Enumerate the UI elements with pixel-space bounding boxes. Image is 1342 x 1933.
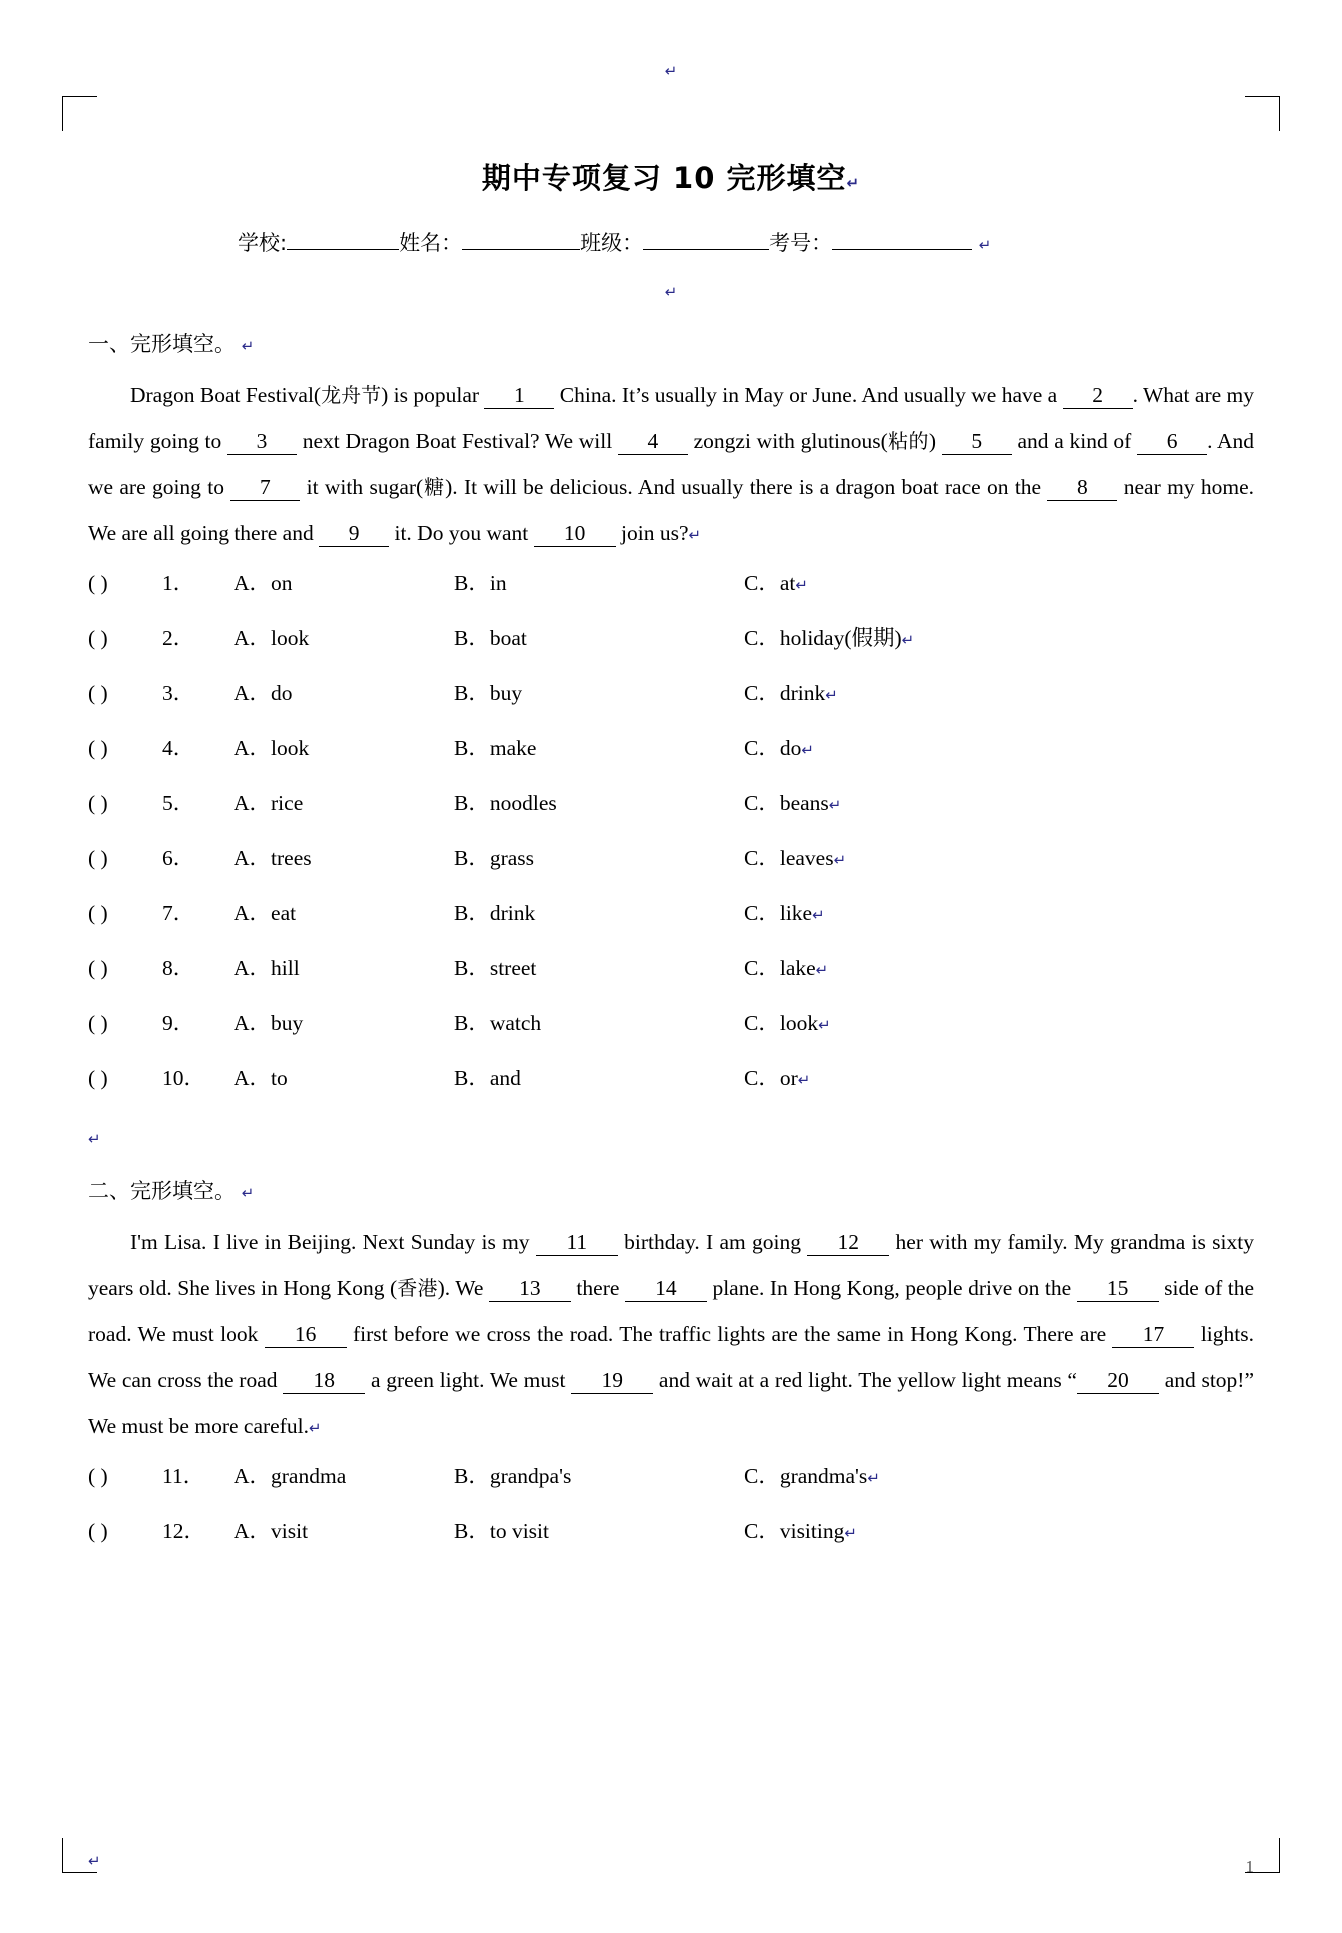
footer-paragraph-mark: ↵ (88, 1852, 101, 1870)
line-paragraph-mark: ↵ (818, 1016, 831, 1034)
option-b[interactable]: B．make (454, 736, 537, 760)
passage-text: ). It will be delicious. And usually there is a dragon boat race on the (445, 475, 1048, 499)
answer-box[interactable]: ( ) (88, 681, 108, 705)
answer-box[interactable]: ( ) (88, 1066, 108, 1090)
option-c[interactable]: C．or↵ (744, 1066, 811, 1090)
option-b[interactable]: B．drink (454, 901, 536, 925)
option-c[interactable]: C．lake↵ (744, 956, 829, 980)
question-number: 5． (162, 791, 195, 815)
passage-text: ) is popular (381, 383, 485, 407)
question-number: 11． (162, 1464, 205, 1488)
answer-blank-8[interactable]: 8 (1047, 476, 1117, 501)
passage-text: China. It’s usually in May or June. And usually we have a (554, 383, 1063, 407)
passage-text: and wait at a red light. The yellow light means “ (653, 1368, 1077, 1392)
question-number: 12． (162, 1519, 206, 1543)
line-paragraph-mark: ↵ (867, 1469, 880, 1487)
question-number: 7． (162, 901, 195, 925)
answer-blank-6[interactable]: 6 (1137, 430, 1207, 455)
line-paragraph-mark: ↵ (828, 796, 842, 814)
question-row (88, 621, 1254, 676)
section-2-passage-text (88, 1230, 1254, 1438)
passage-text: side of the road. We must look (88, 1276, 1255, 1346)
option-b[interactable]: B．grandpa's (454, 1464, 572, 1488)
passage-text: her with my family. My grandma is sixty years old. She lives in Hong Kong ( (88, 1230, 1254, 1300)
name-label: 姓名： (399, 231, 463, 255)
document-body (88, 128, 1254, 1569)
section-1-passage-paragraph-mark: ↵ (688, 526, 702, 544)
answer-box[interactable]: ( ) (88, 791, 108, 815)
section-1-passage (88, 372, 1254, 556)
option-b[interactable]: B．grass (454, 846, 535, 870)
spacer-paragraph-mark: ↵ (664, 283, 678, 301)
option-a[interactable]: A．look (234, 626, 310, 650)
option-c[interactable]: C．grandma's↵ (744, 1464, 880, 1488)
answer-box[interactable]: ( ) (88, 1464, 108, 1488)
question-row (88, 676, 1254, 731)
question-row (88, 1459, 1254, 1514)
passage-text: ). We (437, 1276, 489, 1300)
answer-blank-13[interactable]: 13 (489, 1277, 571, 1302)
passage-text: first before we cross the road. The traffic lights are the same in Hong Kong. There are (346, 1322, 1113, 1346)
option-b[interactable]: B．watch (454, 1011, 542, 1035)
passage-text: a green light. We must (365, 1368, 572, 1392)
answer-box[interactable]: ( ) (88, 1519, 108, 1543)
option-b[interactable]: B．street (454, 956, 537, 980)
answer-blank-14[interactable]: 14 (625, 1277, 707, 1302)
answer-box[interactable]: ( ) (88, 956, 108, 980)
option-a[interactable]: A．do (234, 681, 293, 705)
passage-gloss-text: 粘的 (887, 429, 929, 453)
option-b[interactable]: B．in (454, 571, 507, 595)
option-c[interactable]: C．holiday(假期)↵ (744, 626, 915, 650)
question-row (88, 951, 1254, 1006)
passage-text: zongzi with glutinous( (687, 429, 888, 453)
question-number: 2． (162, 626, 195, 650)
option-a[interactable]: A．hill (234, 956, 300, 980)
answer-blank-17[interactable]: 17 (1112, 1323, 1194, 1348)
name-field[interactable] (462, 249, 580, 250)
section-1-trailing-mark: ↵ (88, 1130, 101, 1148)
answer-blank-7[interactable]: 7 (230, 476, 300, 501)
option-c[interactable]: C．visiting↵ (744, 1519, 857, 1543)
answer-blank-16[interactable]: 16 (265, 1323, 347, 1348)
answer-blank-19[interactable]: 19 (571, 1369, 653, 1394)
section-2-paragraph-mark: ↵ (241, 1184, 255, 1202)
question-number: 6． (162, 846, 195, 870)
option-c[interactable]: C．at↵ (744, 571, 808, 595)
line-paragraph-mark: ↵ (812, 906, 825, 924)
question-row (88, 1061, 1254, 1116)
option-c[interactable]: C．do↵ (744, 736, 814, 760)
option-a[interactable]: A．look (234, 736, 310, 760)
answer-box[interactable]: ( ) (88, 736, 108, 760)
passage-text: lights. We can cross the road (88, 1322, 1254, 1392)
question-row (88, 841, 1254, 896)
option-b[interactable]: B．noodles (454, 791, 557, 815)
passage-gloss-text: 糖 (423, 475, 446, 499)
exam-number-label: 考号： (769, 231, 833, 255)
line-paragraph-mark: ↵ (901, 631, 915, 649)
answer-blank-2[interactable]: 2 (1063, 384, 1133, 409)
question-number: 1． (162, 571, 195, 595)
passage-text: ) (928, 429, 942, 453)
school-field[interactable] (287, 249, 399, 250)
answer-blank-4[interactable]: 4 (618, 430, 688, 455)
option-a[interactable]: A．eat (234, 901, 297, 925)
section-1-question-list (88, 566, 1254, 1116)
passage-text: . And we are going to (88, 429, 1255, 499)
passage-gloss-text: 龙舟节 (321, 383, 382, 407)
option-c[interactable]: C．leaves↵ (744, 846, 847, 870)
question-number: 9． (162, 1011, 195, 1035)
title-row (88, 156, 1254, 197)
question-number: 10． (162, 1066, 206, 1090)
crop-mark-top-left (62, 96, 97, 131)
answer-blank-15[interactable]: 15 (1077, 1277, 1159, 1302)
section-2-passage-paragraph-mark: ↵ (308, 1419, 322, 1437)
question-row (88, 1006, 1254, 1061)
passage-text: birthday. I am going (617, 1230, 808, 1254)
question-row (88, 731, 1254, 786)
exam-number-field[interactable] (832, 249, 972, 250)
section-1-paragraph-mark: ↵ (241, 337, 255, 355)
option-a[interactable]: A．on (234, 571, 293, 595)
question-number: 3． (162, 681, 195, 705)
option-c[interactable]: C．look↵ (744, 1011, 831, 1035)
answer-box[interactable]: ( ) (88, 1011, 108, 1035)
answer-blank-9[interactable]: 9 (319, 522, 389, 547)
passage-text: there (570, 1276, 625, 1300)
page-title: 期中专项复习 10 完形填空↵ (481, 161, 861, 195)
section-2-question-list (88, 1459, 1254, 1569)
passage-gloss-text: 香港 (397, 1276, 438, 1300)
top-paragraph-mark: ↵ (664, 62, 678, 80)
option-c[interactable]: C．beans↵ (744, 791, 842, 815)
passage-text: it. Do you want (389, 521, 534, 545)
passage-text: Dragon Boat Festival( (130, 383, 322, 407)
answer-box[interactable]: ( ) (88, 846, 108, 870)
class-field[interactable] (643, 249, 769, 250)
passage-text: . What are my family going to (88, 383, 1255, 453)
answer-blank-1[interactable]: 1 (484, 384, 554, 409)
question-row (88, 1514, 1254, 1569)
option-c[interactable]: C．like↵ (744, 901, 825, 925)
question-number: 4． (162, 736, 195, 760)
passage-text: it with sugar( (300, 475, 424, 499)
answer-blank-18[interactable]: 18 (283, 1369, 365, 1394)
line-paragraph-mark: ↵ (825, 686, 838, 704)
option-b[interactable]: B．to visit (454, 1519, 549, 1543)
passage-text: and stop!” We must be more careful. (88, 1368, 1255, 1438)
option-b[interactable]: B．boat (454, 626, 527, 650)
section-2-passage (88, 1219, 1254, 1449)
answer-blank-20[interactable]: 20 (1077, 1369, 1159, 1394)
answer-blank-3[interactable]: 3 (227, 430, 297, 455)
option-c[interactable]: C．drink↵ (744, 681, 838, 705)
class-label: 班级： (580, 231, 644, 255)
school-label: 学校: (238, 231, 288, 255)
line-paragraph-mark: ↵ (844, 1524, 857, 1542)
info-paragraph-mark: ↵ (978, 236, 992, 254)
answer-box[interactable]: ( ) (88, 571, 108, 595)
option-a[interactable]: A．rice (234, 791, 304, 815)
section-2-heading: 二、完形填空。 ↵ (88, 1179, 255, 1203)
section-1-heading: 一、完形填空。 ↵ (88, 332, 255, 356)
option-a[interactable]: A．grandma (234, 1464, 347, 1488)
title-paragraph-mark: ↵ (846, 174, 861, 192)
passage-text: plane. In Hong Kong, people drive on the (706, 1276, 1077, 1300)
page-number: 1 (1245, 1857, 1254, 1876)
option-a[interactable]: A．trees (234, 846, 312, 870)
line-paragraph-mark: ↵ (815, 961, 829, 979)
question-row (88, 566, 1254, 621)
passage-text: next Dragon Boat Festival? We will (296, 429, 618, 453)
answer-blank-11[interactable]: 11 (536, 1231, 618, 1256)
option-a[interactable]: A．buy (234, 1011, 304, 1035)
question-row (88, 896, 1254, 951)
section-1-passage-text (88, 383, 1254, 545)
answer-blank-12[interactable]: 12 (807, 1231, 889, 1256)
crop-mark-top-right (1245, 96, 1280, 131)
passage-text: join us? (615, 521, 689, 545)
line-paragraph-mark: ↵ (833, 851, 847, 869)
passage-text: near my home. We are all going there and (88, 475, 1255, 545)
question-row (88, 786, 1254, 841)
answer-blank-5[interactable]: 5 (942, 430, 1012, 455)
line-paragraph-mark: ↵ (801, 741, 814, 759)
question-number: 8． (162, 956, 195, 980)
line-paragraph-mark: ↵ (797, 1071, 811, 1089)
answer-box[interactable]: ( ) (88, 626, 108, 650)
student-info-line (88, 227, 1254, 257)
answer-box[interactable]: ( ) (88, 901, 108, 925)
option-a[interactable]: A．to (234, 1066, 288, 1090)
passage-text: I'm Lisa. I live in Beijing. Next Sunday is my (130, 1230, 536, 1254)
option-b[interactable]: B．and (454, 1066, 521, 1090)
option-a[interactable]: A．visit (234, 1519, 309, 1543)
passage-text: and a kind of (1011, 429, 1138, 453)
answer-blank-10[interactable]: 10 (534, 522, 616, 547)
option-b[interactable]: B．buy (454, 681, 523, 705)
line-paragraph-mark: ↵ (795, 576, 808, 594)
